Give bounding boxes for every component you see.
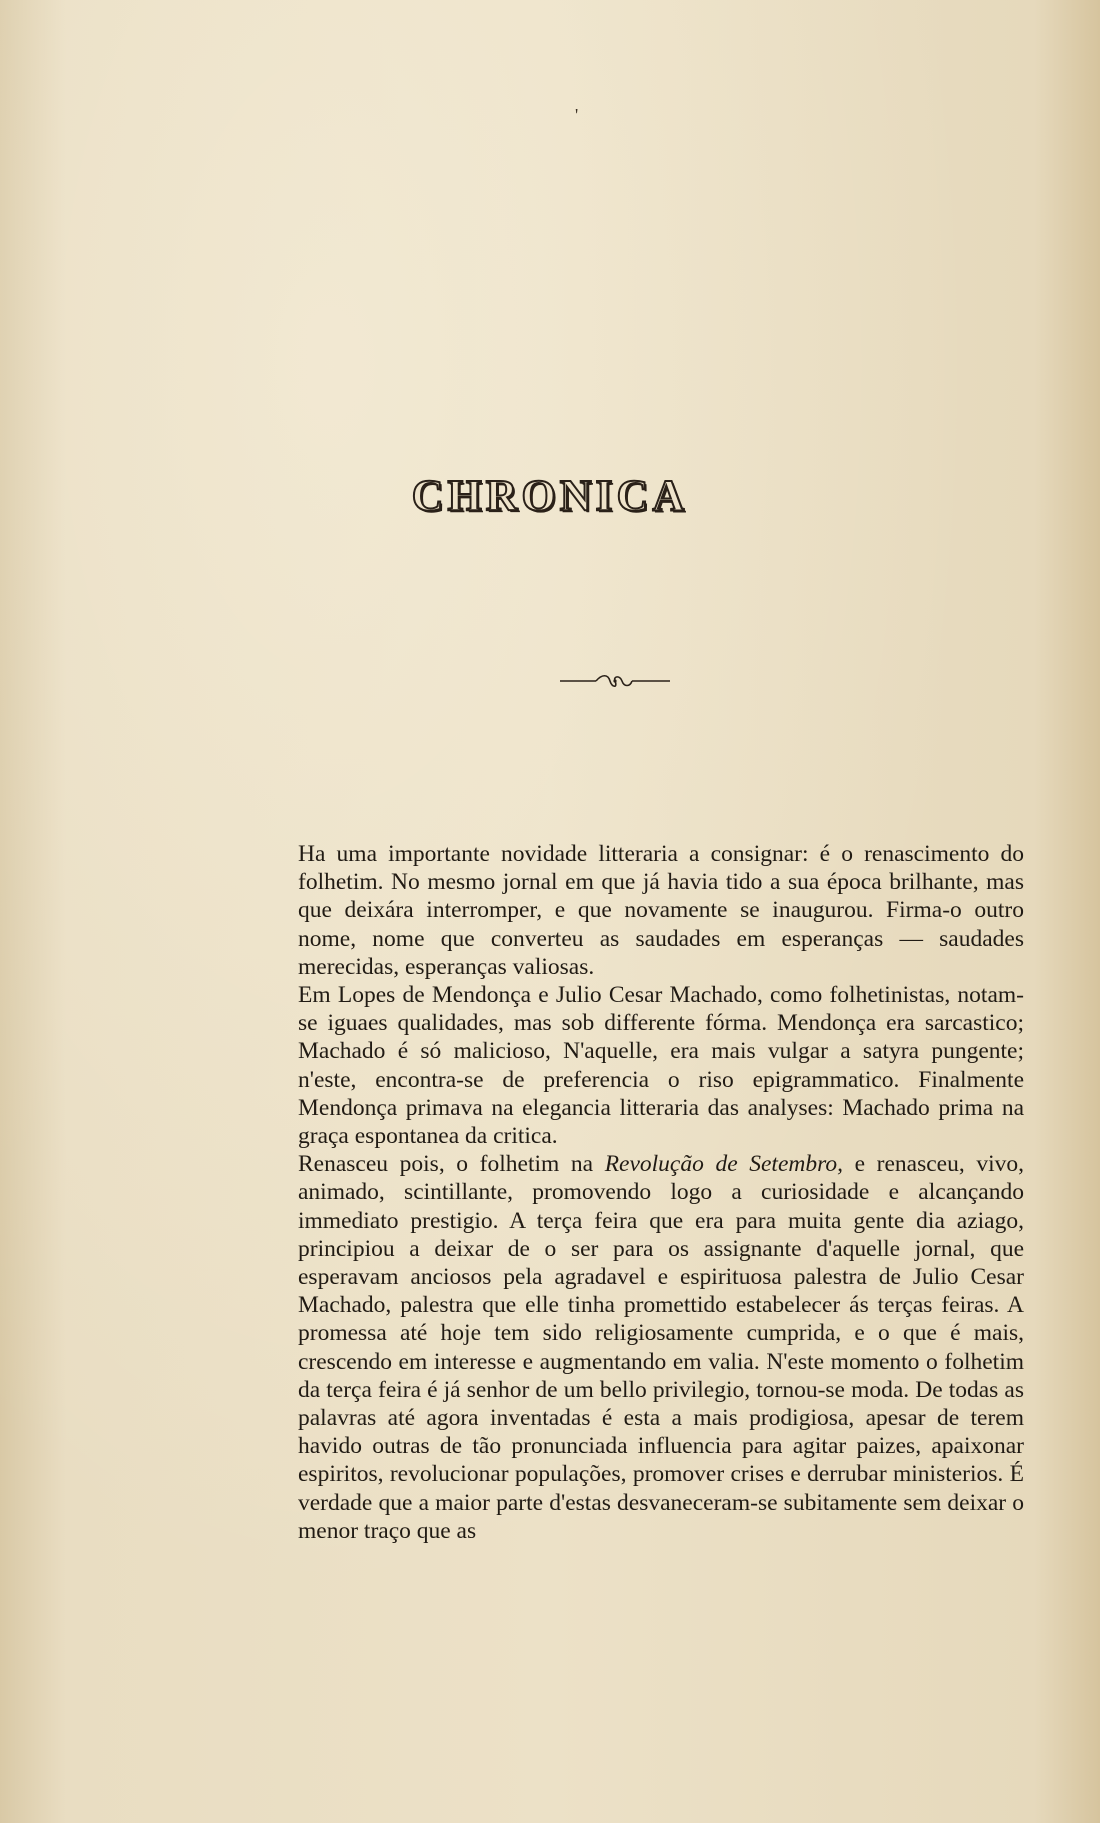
paragraph-3	[298, 1150, 1024, 1545]
paragraph-1: Ha uma importante novidade litteraria a consignar: é o renascimento do folhetim. No mesmo jornal em que já havia tido a sua época brilhante, mas que deixára interromper, e que novamente se inaugurou. Firma-o outro nome, nome que converteu as saudades em esperanças — saudades merecidas, esperanças valiosas.	[298, 841, 1024, 980]
paragraph-3-start: Renasceu pois, o folhetim na	[298, 1151, 605, 1178]
newspaper-title: Revolução de Setembro,	[604, 1151, 844, 1178]
page-mark: '	[575, 105, 579, 125]
chronicle-body	[298, 840, 1024, 1545]
chapter-title: CHRONICA	[411, 471, 689, 520]
paragraph-3-rest: e renasceu, vivo, animado, scintillante, promovendo logo a curiosidade e alcançando immediato prestigio. A terça feira que era para muita gente dia aziago, principiou a deixar de o ser para os assignante d'aquelle jornal, que esperavam anciosos pela agradavel e espirituosa palestra de Julio Cesar Machado, palestra que elle tinha promettido estabelecer ás terças feiras. A promessa até hoje tem sido religiosamente cumprida, e o que é mais, crescendo em interesse e augmentando em valia. N'este momento o folhetim da terça feira é já senhor de um bello privilegio, tornou-se moda. De todas as palavras até agora inventadas é esta a mais prodigiosa, apesar de terem havido outras de tão pronunciada influencia para agitar paizes, apaixonar espiritos, revolucionar populações, promover crises e derrubar ministerios. É verdade que a maior parte d'estas desvaneceram-se subitamente sem deixar o menor traço que as	[298, 1151, 1024, 1544]
ornament-divider-icon	[560, 672, 670, 690]
paragraph-2: Em Lopes de Mendonça e Julio Cesar Machado, como folhetinistas, notam-se iguaes qualidades, mas sob differente fórma. Mendonça era sarcastico; Machado é só malicioso, N'aquelle, era mais vulgar a satyra pungente; n'este, encontra-se de preferencia o riso epigrammatico. Finalmente Mendonça primava na elegancia litteraria das analyses: Machado prima na graça espontanea da critica.	[298, 982, 1024, 1150]
